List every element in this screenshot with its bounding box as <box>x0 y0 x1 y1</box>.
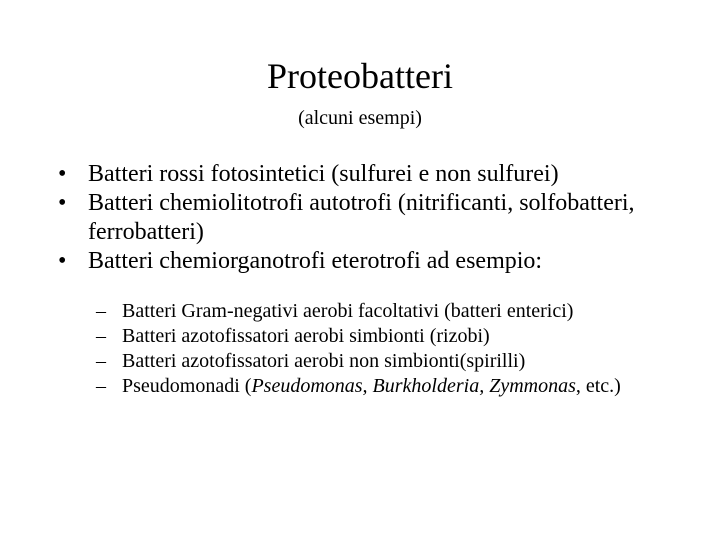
bullet-text: Batteri chemiolitotrofi autotrofi (nitrificanti, solfobatteri, ferrobatteri) <box>88 190 635 245</box>
bullet-text: Batteri chemiorganotrofi eterotrofi ad esempio: <box>88 248 543 274</box>
subbullet-text: Batteri Gram-negativi aerobi facoltativi (batteri enterici) <box>122 300 574 322</box>
subbullet-marker: – <box>96 350 106 372</box>
subbullet-text-suffix: , etc.) <box>575 375 621 397</box>
slide-subtitle: (alcuni esempi) <box>298 107 422 129</box>
subbullet-item <box>96 349 696 373</box>
bullet-marker: • <box>58 248 67 274</box>
subbullet-marker: – <box>96 300 106 322</box>
bullet-item <box>58 247 698 276</box>
subbullet-text: Batteri azotofissatori aerobi non simbionti(spirilli) <box>122 350 526 372</box>
bullet-item <box>58 160 698 189</box>
bullet-marker: • <box>58 161 67 187</box>
bullet-list <box>58 160 698 276</box>
subbullet-marker: – <box>96 375 106 397</box>
bullet-text: Batteri rossi fotosintetici (sulfurei e non sulfurei) <box>88 161 559 187</box>
slide-title: Proteobatteri <box>267 56 453 96</box>
bullet-marker: • <box>58 190 67 216</box>
subbullet-item <box>96 324 696 348</box>
subbullet-item <box>96 374 696 398</box>
subbullet-text-genera: Pseudomonas, Burkholderia, Zymmonas <box>251 375 576 397</box>
subbullet-text: Batteri azotofissatori aerobi simbionti (rizobi) <box>122 325 490 347</box>
subbullet-item <box>96 299 696 323</box>
subbullet-list <box>96 299 696 399</box>
bullet-item <box>58 189 698 247</box>
subbullet-marker: – <box>96 325 106 347</box>
subbullet-text-prefix: Pseudomonadi ( <box>122 375 252 397</box>
